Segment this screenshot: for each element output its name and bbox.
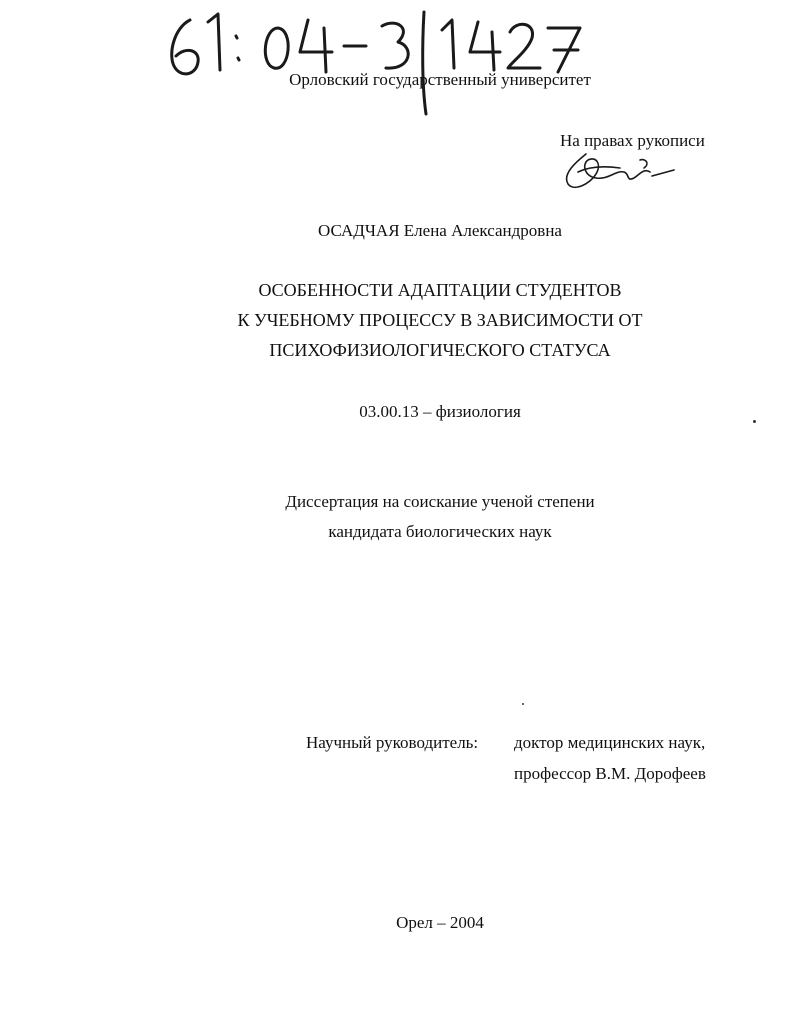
handwritten-archive-code (160, 6, 600, 116)
supervisor-label: Научный руководитель: (306, 733, 479, 752)
dissertation-title-line-3: ПСИХОФИЗИОЛОГИЧЕСКОГО СТАТУСА (269, 340, 611, 360)
degree-statement-line-1: Диссертация на соискание ученой степени (285, 492, 595, 511)
university-name: Орловский государственный университет (289, 70, 591, 89)
manuscript-note: На правах рукописи (560, 131, 705, 150)
signature-scribble (556, 148, 676, 194)
dissertation-title-line-2: К УЧЕБНОМУ ПРОЦЕССУ В ЗАВИСИМОСТИ ОТ (237, 310, 643, 330)
signature-scribble-strokes (556, 148, 676, 194)
scan-speck (753, 420, 756, 423)
scan-speck (522, 703, 524, 705)
degree-statement-line-2: кандидата биологических наук (328, 522, 552, 541)
dissertation-title-line-1: ОСОБЕННОСТИ АДАПТАЦИИ СТУДЕНТОВ (258, 280, 622, 300)
handwritten-archive-code-strokes (160, 6, 600, 116)
supervisor-name: профессор В.М. Дорофеев (514, 764, 706, 783)
author-name: ОСАДЧАЯ Елена Александровна (318, 221, 562, 240)
supervisor-degree: доктор медицинских наук, (514, 733, 706, 752)
city-year: Орел – 2004 (396, 913, 484, 932)
specialty-code: 03.00.13 – физиология (359, 402, 521, 421)
